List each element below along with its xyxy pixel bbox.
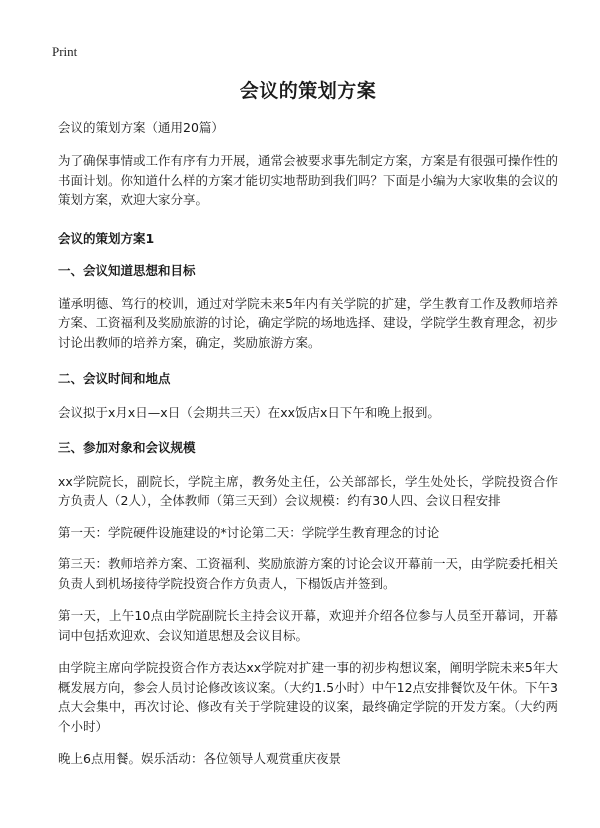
- paragraph-participants: xx学院院长，副院长，学院主席，教务处主任，公关部部长，学生处处长，学院投资合作方负责人（2人），全体教师（第三天到）会议规模：约有30人四、会议日程安排: [58, 473, 558, 508]
- paragraph-proposal: 由学院主席向学院投资合作方表达xx学院对扩建一事的初步构想议案，阐明学院未来5年大概发展方向，参会人员讨论修改该议案。（大约1.5小时）中午12点安排餐饮及午休。下午3点大会集中，再次讨论、修改有关于学院建设的议案，最终确定学院的开发方案。（大约两个小时）: [58, 660, 558, 734]
- paragraph-day-three: 第三天：教师培养方案、工资福利、奖励旅游方案的讨论会议开幕前一天，由学院委托相关负责人到机场接待学院投资合作方负责人，下榻饭店并签到。: [58, 556, 559, 591]
- heading-time-place: 二、会议时间和地点: [58, 371, 171, 386]
- document-page: [58, 78, 558, 769]
- section-title: 会议的策划方案1: [58, 230, 155, 246]
- paragraph-evening: 晚上6点用餐。娱乐活动：各位领导人观赏重庆夜景: [58, 751, 341, 766]
- document-subtitle: 会议的策划方案（通用20篇）: [58, 120, 224, 135]
- paragraph-schedule-days: 第一天：学院硬件设施建设的*讨论第二天：学院学生教育理念的讨论: [58, 524, 440, 540]
- paragraph-time-place: 会议拟于x月x日—x日（会期共三天）在xx饭店x日下午和晚上报到。: [58, 405, 440, 420]
- intro-paragraph: 为了确保事情或工作有序有力开展，通常会被要求事先制定方案，方案是有很强可操作性的书面计划。你知道什么样的方案才能切实地帮助到我们吗？下面是小编为大家收集的会议的策划方案，欢迎大家分享。: [58, 153, 559, 207]
- paragraph-day-one-morning: 第一天，上午10点由学院副院长主持会议开幕，欢迎并介绍各位参与人员至开幕词，开幕词中包括欢迎欢、会议知道思想及会议目标。: [58, 608, 558, 643]
- paragraph-guiding-ideas: 谨承明德、笃行的校训，通过对学院未来5年内有关学院的扩建，学生教育工作及教师培养方案、工资福利及奖励旅游的讨论，确定学院的场地选择、建设，学院学生教育理念，初步讨论出教师的培养方案，确定，奖励旅游方案。: [58, 295, 559, 350]
- heading-participants: 三、参加对象和会议规模: [58, 439, 196, 455]
- print-link[interactable]: Print: [52, 44, 78, 59]
- heading-guiding-ideas: 一、会议知道思想和目标: [58, 262, 196, 278]
- page-title: 会议的策划方案: [239, 80, 377, 102]
